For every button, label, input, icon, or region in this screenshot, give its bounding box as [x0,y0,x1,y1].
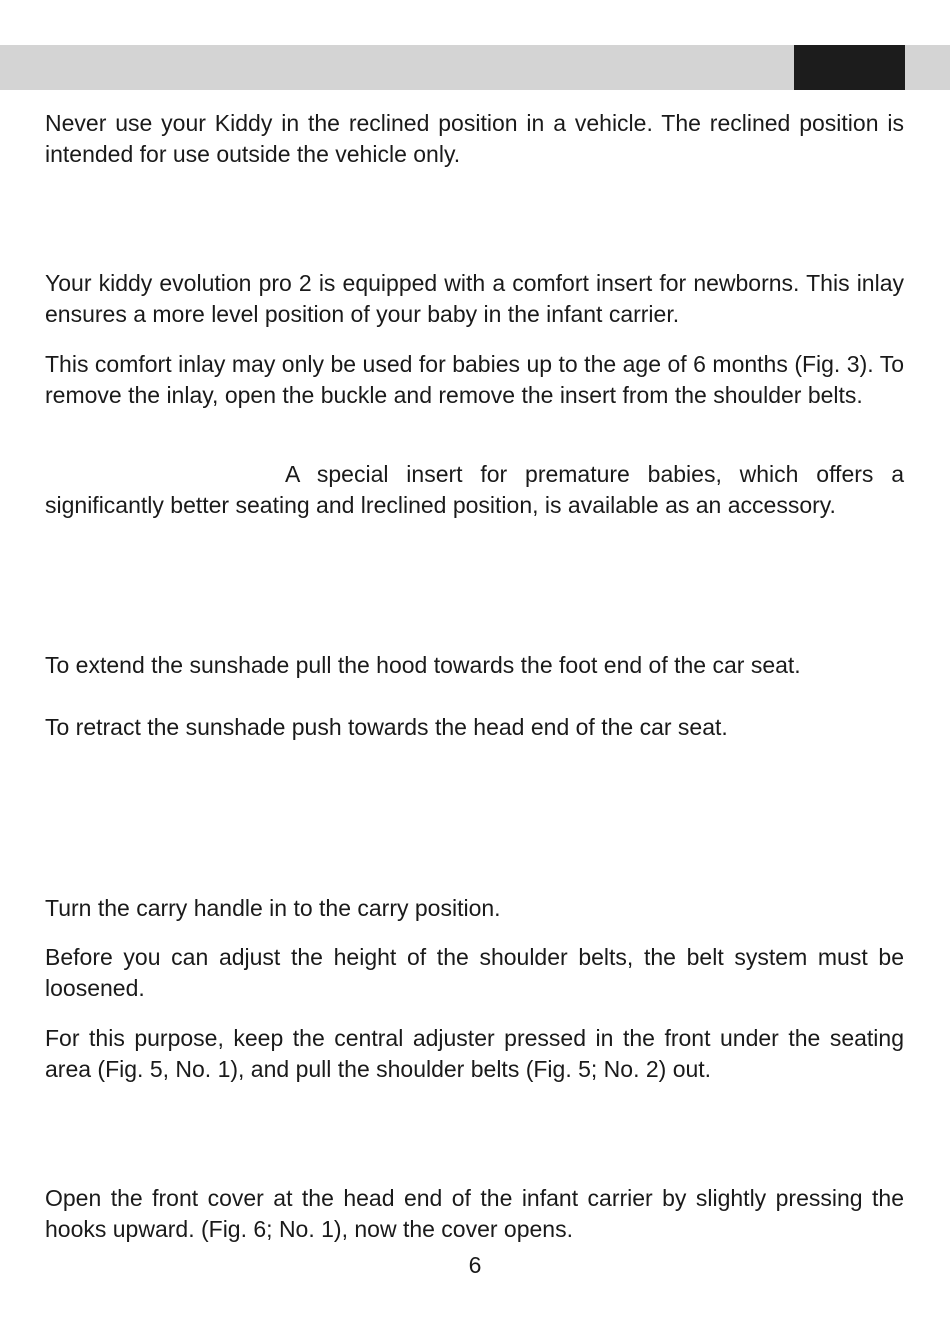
paragraph-front-cover: Open the front cover at the head end of the infant carrier by slightly pressing the hooks upward. (Fig. 6; No. 1), now the cover opens. [45,1185,904,1242]
paragraph-comfort-insert: Your kiddy evolution pro 2 is equipped with a comfort insert for newborns. This inlay ensures a more level position of your baby in the infant carrier. [45,270,904,327]
header-tab [794,45,905,90]
paragraph-belt-loosen: Before you can adjust the height of the shoulder belts, the belt system must be loosened. [45,944,904,1001]
paragraph-sunshade-retract: To retract the sunshade push towards the head end of the car seat. [45,714,728,740]
paragraph-carry-handle: Turn the carry handle in to the carry position. [45,895,501,921]
page-number: 6 [468,1252,482,1278]
paragraph-central-adjuster: For this purpose, keep the central adjuster pressed in the front under the seating area (Fig. 5, No. 1), and pull the shoulder belts (Fig. 5; No. 2) out. [45,1025,904,1082]
paragraph-sunshade-extend: To extend the sunshade pull the hood towards the foot end of the car seat. [45,652,801,678]
paragraph-inlay-removal: This comfort inlay may only be used for babies up to the age of 6 months (Fig. 3). To remove the inlay, open the buckle and remove the insert from the shoulder belts. [45,351,904,408]
paragraph-premature-insert: A special insert for premature babies, which offers a significantly better seating and lreclined position, is available as an accessory. [45,461,904,518]
paragraph-reclined-warning: Never use your Kiddy in the reclined position in a vehicle. The reclined position is intended for use outside the vehicle only. [45,110,904,167]
